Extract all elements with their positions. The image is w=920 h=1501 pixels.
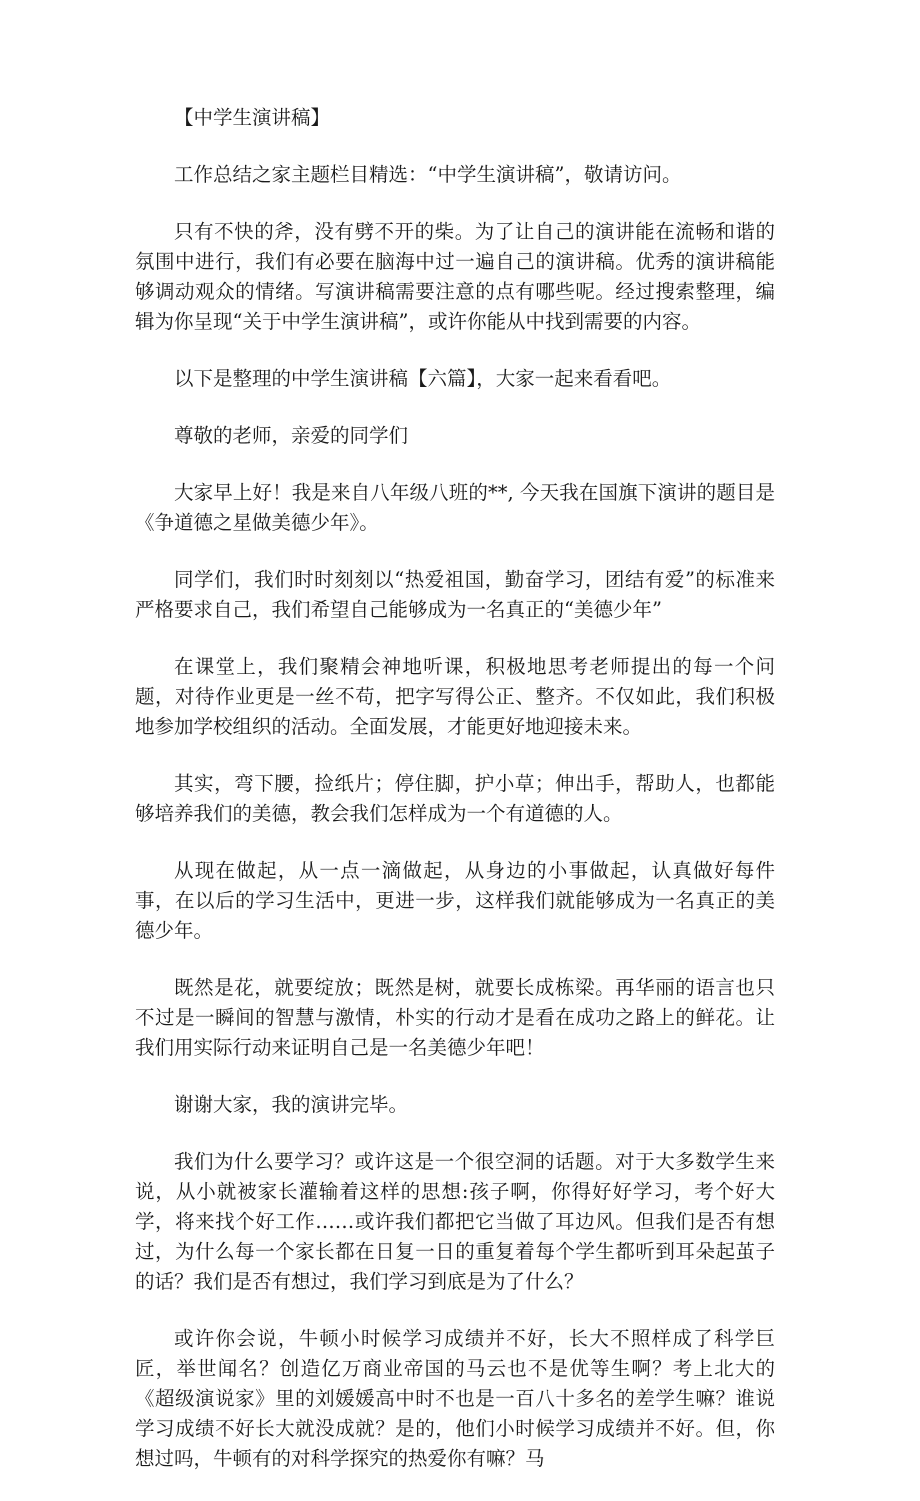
document-body	[135, 103, 775, 1501]
paragraph: 其实，弯下腰，捡纸片；停住脚，护小草；伸出手，帮助人，也都能够培养我们的美德，教会我们怎样成为一个有道德的人。	[135, 772, 775, 825]
paragraph: 同学们，我们时时刻刻以“热爱祖国，勤奋学习，团结有爱”的标准来严格要求自己，我们希望自己能够成为一名真正的“美德少年”	[135, 568, 775, 621]
paragraph: 大家早上好！我是来自八年级八班的**, 今天我在国旗下演讲的题目是《争道德之星做美德少年》。	[135, 481, 775, 534]
paragraph: 工作总结之家主题栏目精选：“中学生演讲稿”，敬请访问。	[174, 163, 682, 186]
document-title: 【中学生演讲稿】	[174, 106, 331, 129]
paragraph: 以下是整理的中学生演讲稿【六篇】，大家一起来看看吧。	[174, 367, 672, 390]
paragraph: 或许你会说，牛顿小时候学习成绩并不好，长大不照样成了科学巨匠，举世闻名？创造亿万商业帝国的马云也不是优等生啊？考上北大的《超级演说家》里的刘媛媛高中时不也是一百八十多名的差学生嘛？谁说学习成绩不好长大就没成就？是的，他们小时候学习成绩并不好。但，你想过吗，牛顿有的对科学探究的热爱你有嘛？马	[135, 1327, 775, 1470]
paragraph: 在课堂上，我们聚精会神地听课，积极地思考老师提出的每一个问题，对待作业更是一丝不苟，把字写得公正、整齐。不仅如此，我们积极地参加学校组织的活动。全面发展，才能更好地迎接未来。	[135, 655, 775, 738]
paragraph: 尊敬的老师，亲爱的同学们	[174, 424, 409, 447]
paragraph: 我们为什么要学习？或许这是一个很空洞的话题。对于大多数学生来说，从小就被家长灌输着这样的思想:孩子啊，你得好好学习，考个好大学，将来找个好工作……或许我们都把它当做了耳边风。但我们是否有想过，为什么每一个家长都在日复一日的重复着每个学生都听到耳朵起茧子的话？我们是否有想过，我们学习到底是为了什么？	[135, 1150, 775, 1293]
paragraph: 谢谢大家，我的演讲完毕。	[174, 1093, 409, 1116]
paragraph: 既然是花，就要绽放；既然是树，就要长成栋梁。再华丽的语言也只不过是一瞬间的智慧与激情，朴实的行动才是看在成功之路上的鲜花。让我们用实际行动来证明自己是一名美德少年吧！	[135, 976, 775, 1059]
paragraph: 从现在做起，从一点一滴做起，从身边的小事做起，认真做好每件事，在以后的学习生活中，更进一步，这样我们就能够成为一名真正的美德少年。	[135, 859, 775, 942]
paragraph: 只有不快的斧，没有劈不开的柴。为了让自己的演讲能在流畅和谐的氛围中进行，我们有必要在脑海中过一遍自己的演讲稿。优秀的演讲稿能够调动观众的情绪。写演讲稿需要注意的点有哪些呢。经过搜索整理，编辑为你呈现“关于中学生演讲稿”，或许你能从中找到需要的内容。	[135, 220, 775, 333]
